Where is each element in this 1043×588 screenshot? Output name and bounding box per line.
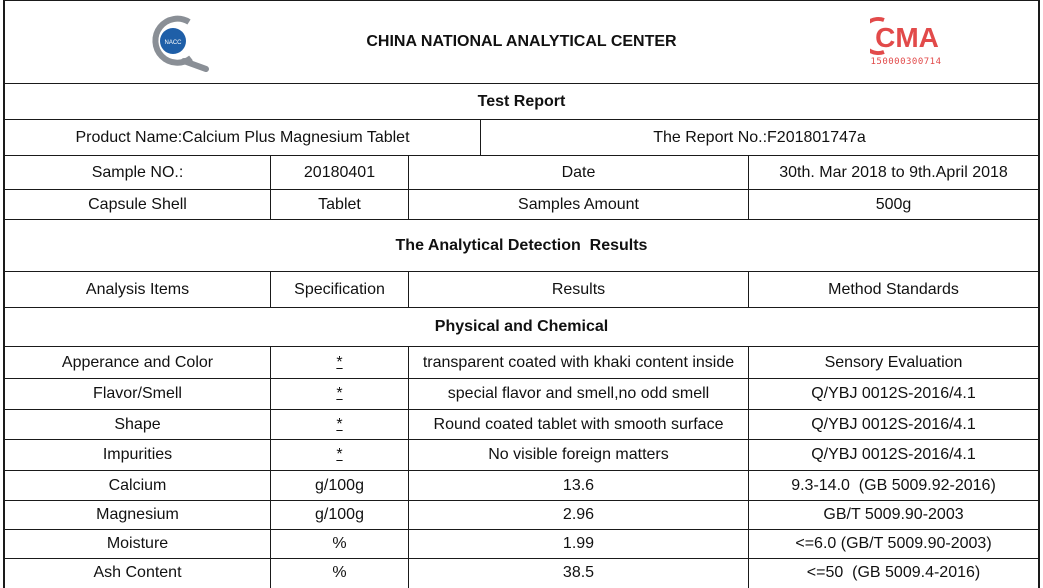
row-item: Ash Content bbox=[93, 564, 182, 581]
column-header-method-standards: Method Standards bbox=[828, 280, 959, 298]
row-result: 13.6 bbox=[562, 476, 595, 494]
row-result: Round coated tablet with smooth surface bbox=[433, 415, 724, 433]
row-item: Magnesium bbox=[96, 506, 179, 523]
samples-amount-label: Samples Amount bbox=[518, 195, 639, 213]
row-method: Q/YBJ 0012S-2016/4.1 bbox=[811, 446, 976, 463]
row-method: 9.3-14.0 (GB 5009.92-2016) bbox=[791, 476, 996, 494]
row-result: 38.5 bbox=[562, 564, 595, 581]
row-method: Q/YBJ 0012S-2016/4.1 bbox=[811, 415, 976, 433]
row-item: Shape bbox=[114, 415, 161, 433]
report-title: Test Report bbox=[477, 92, 566, 110]
samples-amount-value: 500g bbox=[875, 195, 912, 213]
row-spec: % bbox=[332, 564, 347, 581]
row-item: Moisture bbox=[106, 535, 169, 552]
row-result: No visible foreign matters bbox=[488, 446, 669, 463]
row-spec: g/100g bbox=[315, 506, 364, 523]
row-item: Flavor/Smell bbox=[93, 385, 182, 402]
nacc-logo-text: NACC bbox=[164, 40, 182, 46]
capsule-shell-value: Tablet bbox=[318, 195, 361, 213]
row-method: Sensory Evaluation bbox=[824, 353, 963, 371]
date-label: Date bbox=[561, 163, 596, 181]
row-spec: * bbox=[336, 446, 343, 463]
cma-number: 150000300714 bbox=[870, 57, 942, 67]
sample-no-label: Sample NO.: bbox=[91, 163, 184, 181]
row-spec: * bbox=[336, 385, 343, 402]
cma-logo-text: CMA bbox=[875, 22, 939, 53]
column-header-results: Results bbox=[551, 280, 606, 298]
row-result: 2.96 bbox=[562, 506, 595, 523]
row-spec: % bbox=[332, 535, 347, 552]
cma-logo bbox=[870, 16, 940, 56]
row-method: <=50 (GB 5009.4-2016) bbox=[806, 564, 981, 581]
column-header-specification: Specification bbox=[294, 280, 385, 298]
row-item: Apperance and Color bbox=[61, 353, 214, 371]
center-title: CHINA NATIONAL ANALYTICAL CENTER bbox=[366, 33, 677, 50]
row-result: transparent coated with khaki content inside bbox=[422, 353, 735, 371]
row-method: <=6.0 (GB/T 5009.90-2003) bbox=[795, 535, 992, 552]
row-method: GB/T 5009.90-2003 bbox=[823, 506, 964, 523]
report-number: The Report No.:F201801747a bbox=[653, 128, 866, 146]
column-header-analysis-items: Analysis Items bbox=[85, 280, 190, 298]
row-spec: g/100g bbox=[315, 476, 364, 494]
row-spec: * bbox=[336, 353, 343, 371]
row-result: special flavor and smell,no odd smell bbox=[447, 385, 710, 402]
row-spec: * bbox=[336, 415, 343, 433]
date-value: 30th. Mar 2018 to 9th.April 2018 bbox=[779, 163, 1008, 181]
results-title: The Analytical Detection Results bbox=[395, 236, 648, 254]
row-item: Calcium bbox=[108, 476, 167, 494]
section-title: Physical and Chemical bbox=[434, 318, 609, 335]
sample-no-value: 20180401 bbox=[303, 163, 376, 181]
product-name: Product Name:Calcium Plus Magnesium Tablet bbox=[75, 128, 410, 146]
capsule-shell-label: Capsule Shell bbox=[88, 195, 187, 213]
row-item: Impurities bbox=[102, 446, 173, 463]
row-result: 1.99 bbox=[562, 535, 595, 552]
row-method: Q/YBJ 0012S-2016/4.1 bbox=[811, 385, 976, 402]
